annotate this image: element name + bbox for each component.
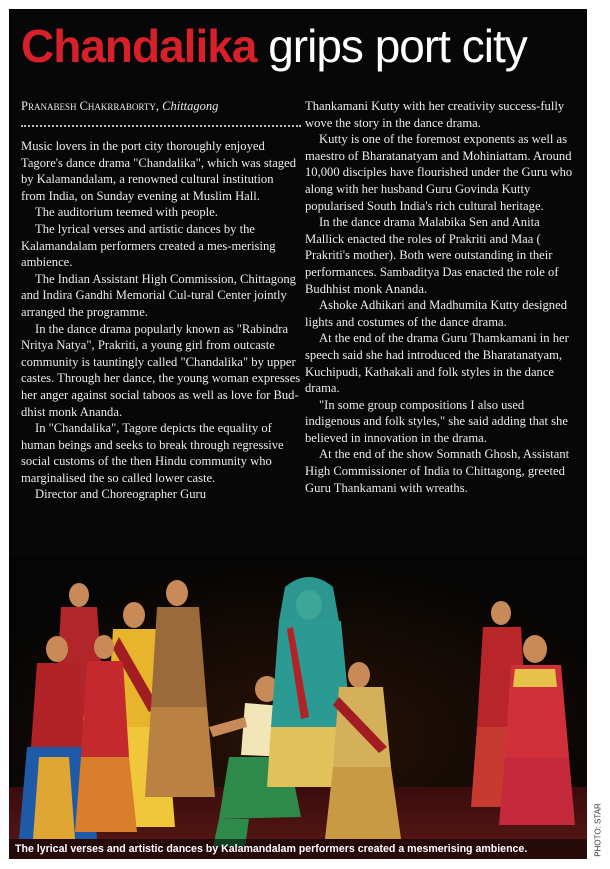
- article-column-1: [21, 138, 301, 503]
- paragraph: The Indian Assistant High Commission, Chittagong and Indira Gandhi Memorial Cul-tural Center jointly arranged the programme.: [21, 271, 296, 319]
- dance-scene-illustration: [9, 557, 587, 859]
- article-column-2: [305, 98, 577, 496]
- byline-place: Chittagong: [162, 99, 219, 113]
- paragraph: Thankamani Kutty with her creativity success-fully wove the story in the dance drama.: [305, 99, 565, 130]
- headline: [21, 20, 527, 72]
- paragraph: At the end of the show Somnath Ghosh, Assistant High Commissioner of India to Chittagong, greeted Guru Thankamani with wreaths.: [305, 447, 570, 495]
- headline-red: Chandalika: [21, 20, 257, 72]
- headline-white: grips port city: [268, 20, 527, 72]
- paragraph: "In some group compositions I also used indigenous and folk styles," she said adding that she believed in innovation in the drama.: [305, 397, 568, 445]
- photo-credit-text: PHOTO: STAR: [593, 803, 603, 857]
- photo-credit: [588, 800, 608, 860]
- paragraph: Music lovers in the port city thoroughly enjoyed Tagore's dance drama "Chandalika", which was staged by Kalamandalam, a renowned cultural institution from India, on Sunday evening at Muslim Hall.: [21, 139, 296, 203]
- byline-name: Pranabesh Chakrraborty,: [21, 99, 160, 113]
- photo-caption: The lyrical verses and artistic dances by Kalamandalam performers created a mesmerising ambience.: [15, 843, 528, 855]
- paragraph: In the dance drama Malabika Sen and Anita Mallick enacted the roles of Prakriti and Maa ( Prakriti's mother). Both were outstanding in their performances. Sambaditya Das enacted the role of Budhhist monk Ananda.: [305, 215, 559, 296]
- paragraph: In the dance drama popularly known as "Rabindra Nritya Natya", Prakriti, a young girl from outcaste community is tauntingly called "Chandalika" by upper castes. Through her dance, the young woman expresses her anger against social taboos as well as love for Bud-dhist monk Ananda.: [21, 321, 301, 419]
- paragraph: At the end of the drama Guru Thamkamani in her speech said she had introduced the Bharatanatyam, Kuchipudi, Kathakali and folk styles in the dance drama.: [305, 331, 569, 396]
- paragraph: The lyrical verses and artistic dances by the Kalamandalam performers created a mes-merising ambience.: [21, 221, 276, 270]
- dotted-divider: [21, 125, 301, 127]
- paragraph: Director and Choreographer Guru: [35, 487, 206, 502]
- byline: [21, 99, 218, 114]
- newspaper-page: [9, 9, 587, 859]
- paragraph: Ashoke Adhikari and Madhumita Kutty designed lights and costumes of the dance drama.: [305, 298, 567, 329]
- paragraph: The auditorium teemed with people.: [35, 205, 218, 220]
- paragraph: In "Chandalika", Tagore depicts the equality of human beings and seeks to break through regressive social customs of the then Hindu community who marginalised the so called lower caste.: [21, 421, 284, 485]
- paragraph: Kutty is one of the foremost exponents as well as maestro of Bharatanatyam and Mohiniattam. Around 10,000 disciples have flourished under the Guru who along with her husband Guru Govinda Kutty popularised South India's rich cultural heritage.: [305, 132, 573, 213]
- dance-photo: [9, 557, 587, 859]
